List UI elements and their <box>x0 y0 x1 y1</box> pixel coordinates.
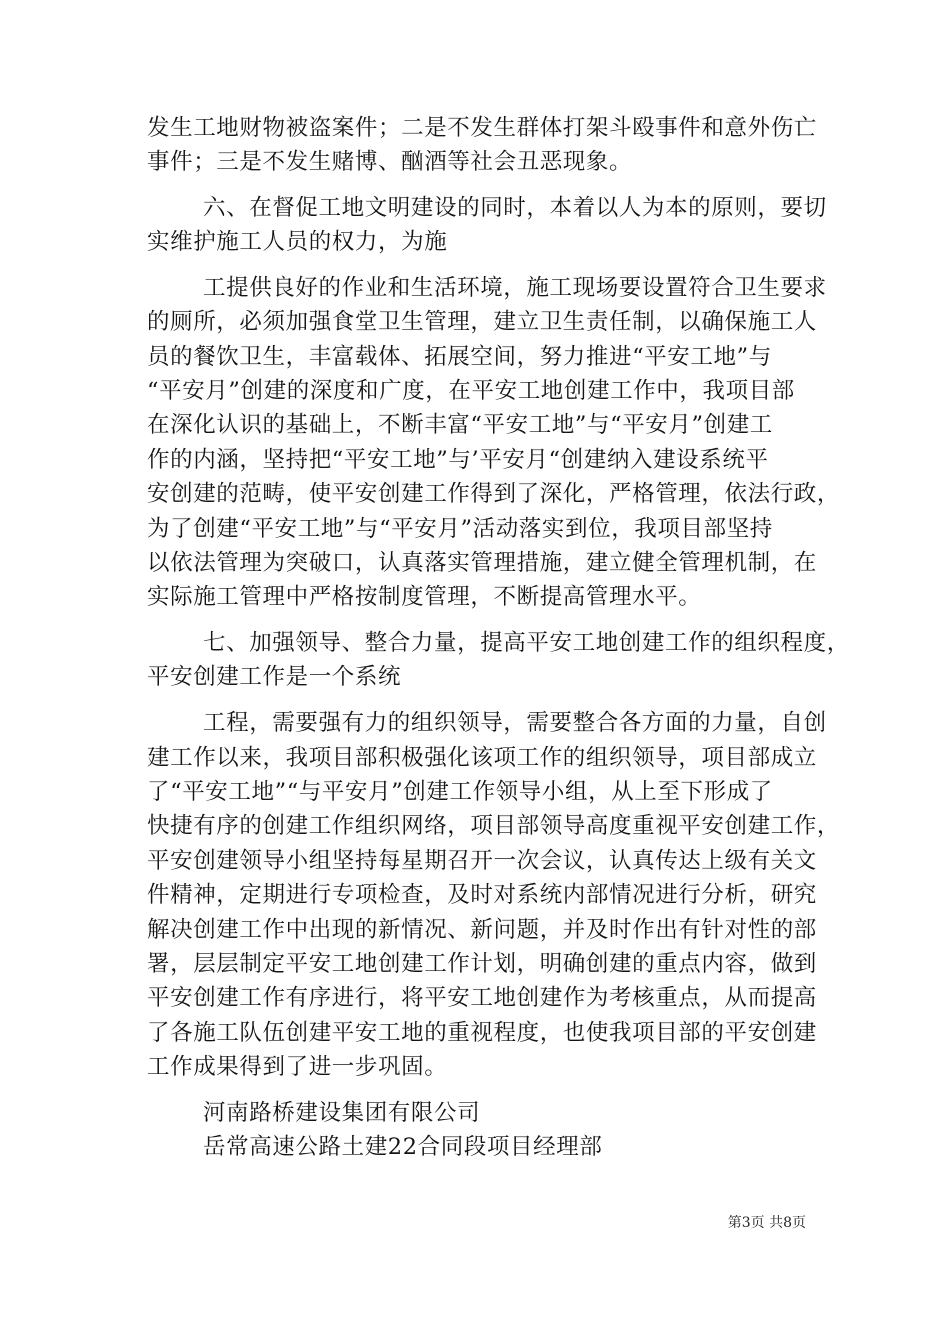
signature-department: 岳常高速公路土建22合同段项目经理部 <box>203 1134 603 1160</box>
text-line: 平安创建工作有序进行，将平安工地创建作为考核重点，从而提高 <box>147 985 817 1011</box>
text-line: 在深化认识的基础上，不断丰富“平安工地”与“平安月”创建工 <box>147 412 773 438</box>
text-line: 事件；三是不发生赌博、酗酒等社会丑恶现象。 <box>147 149 633 175</box>
text-line: 了“平安工地”“与平安月”创建工作领导小组，从上至下形成了 <box>147 779 773 805</box>
text-line: 作的内涵，坚持把“平安工地”与’平安月“创建纳入建设系统平 <box>147 447 769 473</box>
text-line: 安创建的范畴，使平安创建工作得到了深化，严格管理，依法行政， <box>147 481 841 507</box>
text-line: 署，层层制定平安工地创建工作计划，明确创建的重点内容，做到 <box>147 951 817 977</box>
text-line: 工作成果得到了进一步巩固。 <box>147 1054 448 1080</box>
text-line: 为了创建“平安工地”与“平安月”活动落实到位，我项目部坚持 <box>147 516 773 542</box>
text-line: 平安创建工作是一个系统 <box>147 664 402 690</box>
paragraph-start-line: 工提供良好的作业和生活环境，施工现场要设置符合卫生要求 <box>203 275 827 301</box>
text-line: 实维护施工人员的权力，为施 <box>147 229 448 255</box>
text-line: 的厕所，必须加强食堂卫生管理，建立卫生责任制，以确保施工人 <box>147 309 817 335</box>
text-line: 平安创建领导小组坚持每星期召开一次会议，认真传达上级有关文 <box>147 848 817 874</box>
text-line: 快捷有序的创建工作组织网络，项目部领导高度重视平安创建工作， <box>147 813 841 839</box>
text-line: 以依法管理为突破口，认真落实管理措施，建立健全管理机制，在 <box>147 550 817 576</box>
text-line: 员的餐饮卫生，丰富载体、拓展空间，努力推进“平安工地”与 <box>147 344 772 370</box>
text-line: 了各施工队伍创建平安工地的重视程度，也使我项目部的平安创建 <box>147 1020 817 1046</box>
text-line: 发生工地财物被盗案件；二是不发生群体打架斗殴事件和意外伤亡 <box>147 115 817 141</box>
page-number-footer: 第3页 共8页 <box>727 1215 806 1231</box>
paragraph-start-line: 工程，需要强有力的组织领导，需要整合各方面的力量，自创 <box>203 710 827 736</box>
text-line: “平安月”创建的深度和广度，在平安工地创建工作中，我项目部 <box>147 378 795 404</box>
signature-company: 河南路桥建设集团有限公司 <box>203 1100 481 1126</box>
paragraph-6-heading: 六、在督促工地文明建设的同时，本着以人为本的原则，要切 <box>203 195 827 221</box>
text-line: 件精神，定期进行专项检查，及时对系统内部情况进行分析，研究 <box>147 882 817 908</box>
text-line: 建工作以来，我项目部积极强化该项工作的组织领导，项目部成立 <box>147 745 817 771</box>
text-line: 实际施工管理中严格按制度管理，不断提高管理水平。 <box>147 584 702 610</box>
text-line: 解决创建工作中出现的新情况、新问题，并及时作出有针对性的部 <box>147 917 817 943</box>
paragraph-7-heading: 七、加强领导、整合力量，提高平安工地创建工作的组织程度， <box>203 630 850 656</box>
